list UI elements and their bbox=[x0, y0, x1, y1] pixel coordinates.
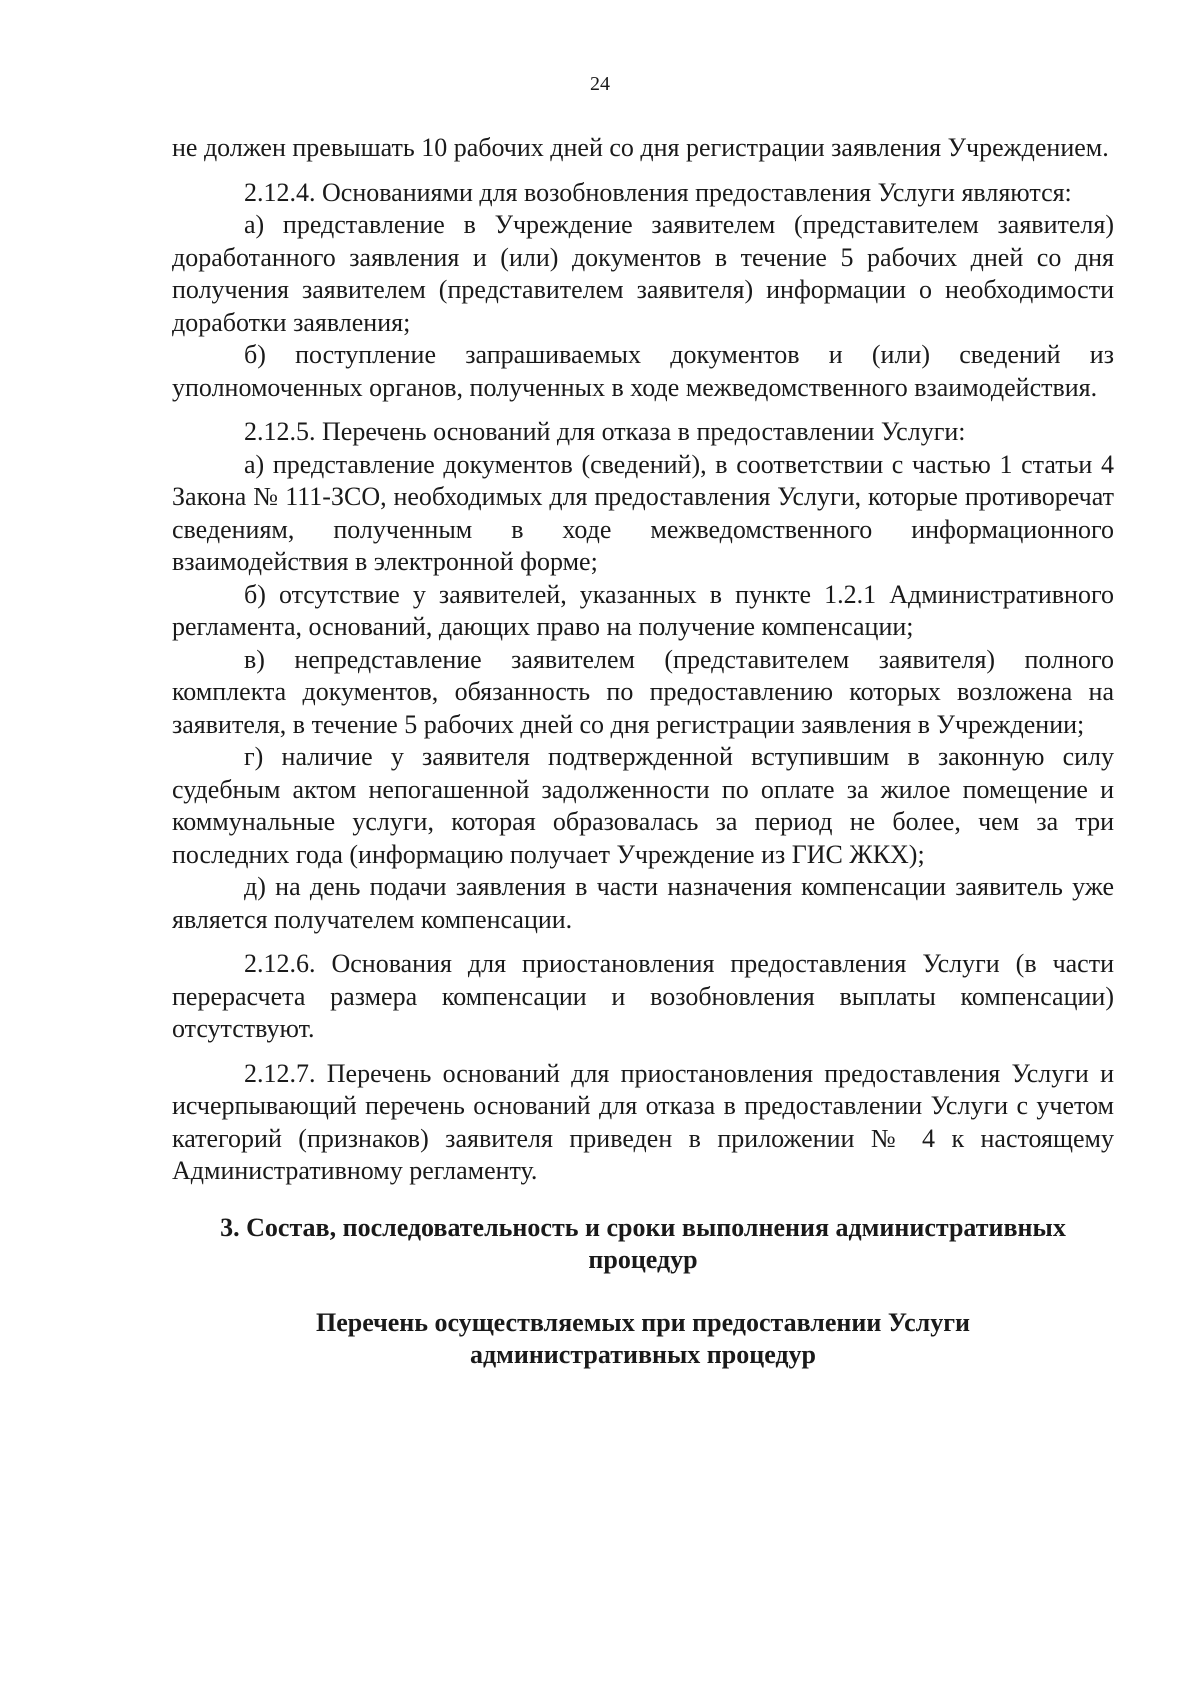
paragraph-2-12-7: 2.12.7. Перечень оснований для приостановления предоставления Услуги и исчерпывающий перечень оснований для отказа в предоставлении Услуги с учетом категорий (признаков) заявителя приведен в приложении № 4 к настоящему Административному регламенту. bbox=[172, 1058, 1114, 1185]
list-item-g: г) наличие у заявителя подтвержденной вступившим в законную силу судебным актом непогашенной задолженности по оплате за жилое помещение и коммунальные услуги, которая образовалась за период не более, чем за три последних года (информацию получает Учреждение из ГИС ЖКХ); bbox=[172, 742, 1114, 869]
subsection-heading: Перечень осуществляемых при предоставлении Услуги административных процедур bbox=[315, 1307, 971, 1369]
page-number: 24 bbox=[590, 73, 610, 95]
list-item-b: б) отсутствие у заявителей, указанных в пункте 1.2.1 Административного регламента, оснований, дающих право на получение компенсации; bbox=[172, 579, 1114, 641]
list-item-d: д) на день подачи заявления в части назначения компенсации заявитель уже является получателем компенсации. bbox=[172, 872, 1114, 934]
document-body bbox=[172, 132, 1114, 1372]
list-item-a: а) представление в Учреждение заявителем (представителем заявителя) доработанного заявления и (или) документов в течение 5 рабочих дней со дня получения заявителем (представителем заявителя) информации о необходимости доработки заявления; bbox=[172, 210, 1114, 337]
paragraph-2-12-4: 2.12.4. Основаниями для возобновления предоставления Услуги являются: bbox=[244, 177, 1072, 207]
list-item-b: б) поступление запрашиваемых документов и (или) сведений из уполномоченных органов, полученных в ходе межведомственного взаимодействия. bbox=[172, 340, 1114, 402]
paragraph-2-12-5: 2.12.5. Перечень оснований для отказа в предоставлении Услуги: bbox=[244, 417, 966, 446]
section-heading: 3. Состав, последовательность и сроки выполнения административных процедур bbox=[220, 1212, 1066, 1274]
list-item-v: в) непредставление заявителем (представителем заявителя) полного комплекта документов, обязанность по предоставлению которых возложена на заявителя, в течение 5 рабочих дней со дня регистрации заявления в Учреждении; bbox=[172, 644, 1114, 739]
list-item-a: а) представление документов (сведений), в соответствии с частью 1 статьи 4 Закона № 111-ЗСО, необходимых для предоставления Услуги, которые противоречат сведениям, полученным в ходе межведомственного информационного взаимодействия в электронной форме; bbox=[172, 449, 1114, 576]
paragraph-continuation: не должен превышать 10 рабочих дней со дня регистрации заявления Учреждением. bbox=[172, 133, 1109, 162]
paragraph-2-12-6: 2.12.6. Основания для приостановления предоставления Услуги (в части перерасчета размера компенсации и возобновления выплаты компенсации) отсутствуют. bbox=[172, 949, 1114, 1043]
